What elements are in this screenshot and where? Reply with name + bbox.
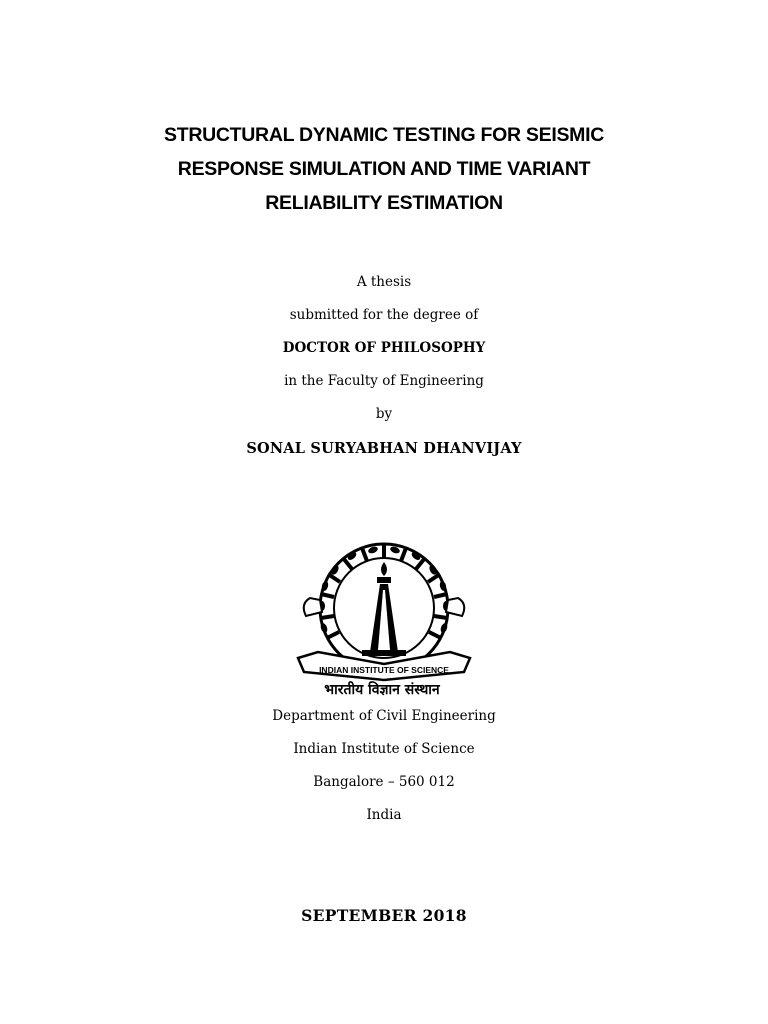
hindi-institute-name: भारतीय विज्ञान संस्थान	[324, 682, 440, 698]
country-name: India	[366, 807, 402, 823]
department-name: Department of Civil Engineering	[272, 708, 496, 724]
thesis-title-line-2: RESPONSE SIMULATION AND TIME VARIANT	[177, 158, 591, 180]
submission-date: SEPTEMBER 2018	[301, 906, 467, 925]
thesis-label: A thesis	[356, 274, 412, 290]
author-name: SONAL SURYABHAN DHANVIJAY	[246, 440, 522, 457]
institute-name: Indian Institute of Science	[293, 741, 475, 757]
banner-text: INDIAN INSTITUTE OF SCIENCE	[319, 665, 449, 675]
thesis-title-line-1: STRUCTURAL DYNAMIC TESTING FOR SEISMIC	[164, 124, 604, 146]
lamp-icon	[362, 562, 406, 656]
city-pin: Bangalore – 560 012	[313, 774, 455, 790]
degree-name: DOCTOR OF PHILOSOPHY	[282, 340, 486, 356]
submitted-for-text: submitted for the degree of	[289, 307, 479, 323]
faculty-text: in the Faculty of Engineering	[284, 373, 484, 389]
by-text: by	[375, 406, 393, 422]
thesis-title-line-3: RELIABILITY ESTIMATION	[265, 192, 503, 214]
institute-banner	[298, 652, 470, 680]
institute-emblem	[294, 540, 476, 698]
